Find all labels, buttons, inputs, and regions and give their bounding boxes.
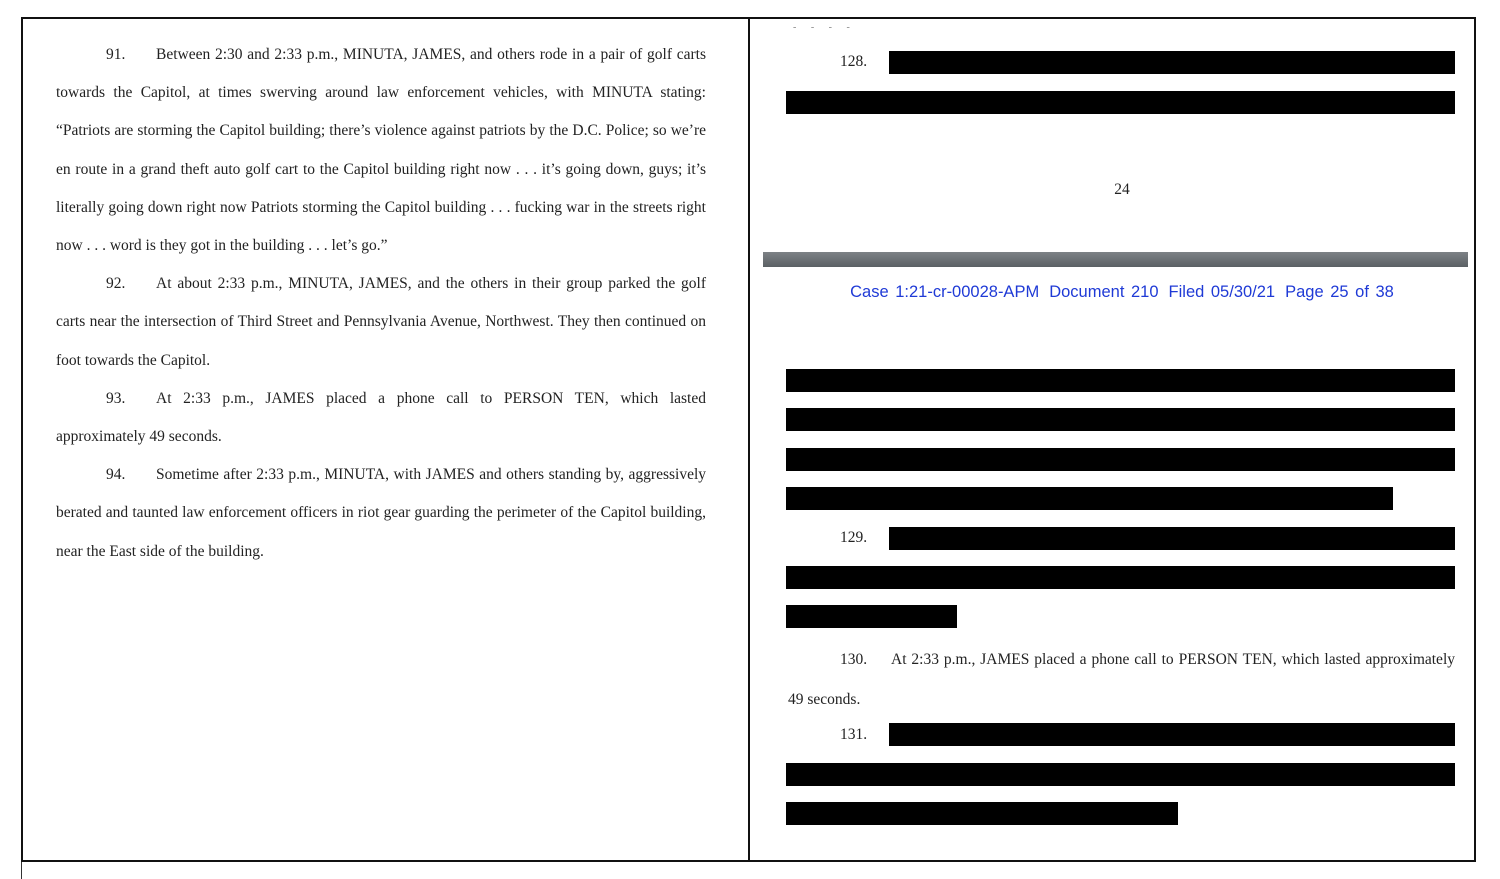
- page-number: 24: [1114, 181, 1130, 198]
- redaction-bar: [786, 408, 1455, 431]
- paragraph-text: At about 2:33 p.m., MINUTA, JAMES, and the others in their group parked the golf carts near the intersection of Third Street and Pennsylvania Avenue, Northwest. They then continued on foot towards the Capitol.: [56, 275, 706, 369]
- case-header: [763, 283, 1481, 302]
- redaction-bar: [786, 448, 1455, 471]
- filed-date: Filed 05/30/21: [1168, 283, 1276, 301]
- paragraph-text: At 2:33 p.m., JAMES placed a phone call to PERSON TEN, which lasted approximately 49 seconds.: [788, 651, 1455, 708]
- redaction-bar: [786, 566, 1455, 589]
- paragraph-text: At 2:33 p.m., JAMES placed a phone call to PERSON TEN, which lasted approximately 49 seconds.: [56, 389, 706, 446]
- paragraph-number-131: 131.: [840, 726, 868, 743]
- redaction-bar: [786, 91, 1455, 114]
- paragraph-number-128: 128.: [840, 53, 868, 70]
- left-page: [56, 36, 706, 571]
- paragraph-91: [56, 36, 706, 265]
- redaction-bar: [889, 51, 1455, 74]
- page-divider: [748, 17, 750, 862]
- redaction-bar: [786, 802, 1178, 825]
- paragraph-number: 94.: [106, 466, 126, 484]
- redaction-bar: [786, 487, 1393, 510]
- page-separator: [763, 252, 1468, 267]
- redaction-bar: [889, 723, 1455, 746]
- paragraph-number: 93.: [106, 389, 126, 407]
- paragraph-92: [56, 265, 706, 380]
- page-indicator: Page 25 of 38: [1285, 283, 1394, 301]
- redaction-bar: [786, 369, 1455, 392]
- document-number: Document 210: [1049, 283, 1159, 301]
- paragraph-text: Between 2:30 and 2:33 p.m., MINUTA, JAMES, and others rode in a pair of golf carts towards the Capitol, at times swerving around law enforcement vehicles, with MINUTA stating: “Patriots are storming the Capitol building; there’s violence against patriots by the D.C. Police; so we’re en route in a grand theft auto golf cart to the Capitol building right now . . . it’s going down, guys; it’s literally going down right now Patriots storming the Capitol building . . . fucking war in the streets right now . . . word is they got in the building . . . let’s go.”: [56, 46, 706, 255]
- redaction-bar: [786, 763, 1455, 786]
- paragraph-number: 130.: [840, 651, 868, 668]
- case-number: Case 1:21-cr-00028-APM: [850, 283, 1040, 301]
- redaction-bar: [889, 527, 1455, 550]
- paragraph-number: 92.: [106, 275, 126, 293]
- paragraph-130: [788, 640, 1455, 719]
- cropped-text-fragment: - - - -: [793, 22, 856, 32]
- paragraph-94: [56, 456, 706, 571]
- paragraph-number-129: 129.: [840, 529, 868, 546]
- paragraph-93: [56, 380, 706, 456]
- redaction-bar: [786, 605, 957, 628]
- paragraph-number: 91.: [106, 46, 126, 63]
- paragraph-text: Sometime after 2:33 p.m., MINUTA, with JAMES and others standing by, aggressively berated and taunted law enforcement officers in riot gear guarding the perimeter of the Capitol building, near the East side of the building.: [56, 466, 706, 560]
- frame-tick-mark: [21, 862, 22, 879]
